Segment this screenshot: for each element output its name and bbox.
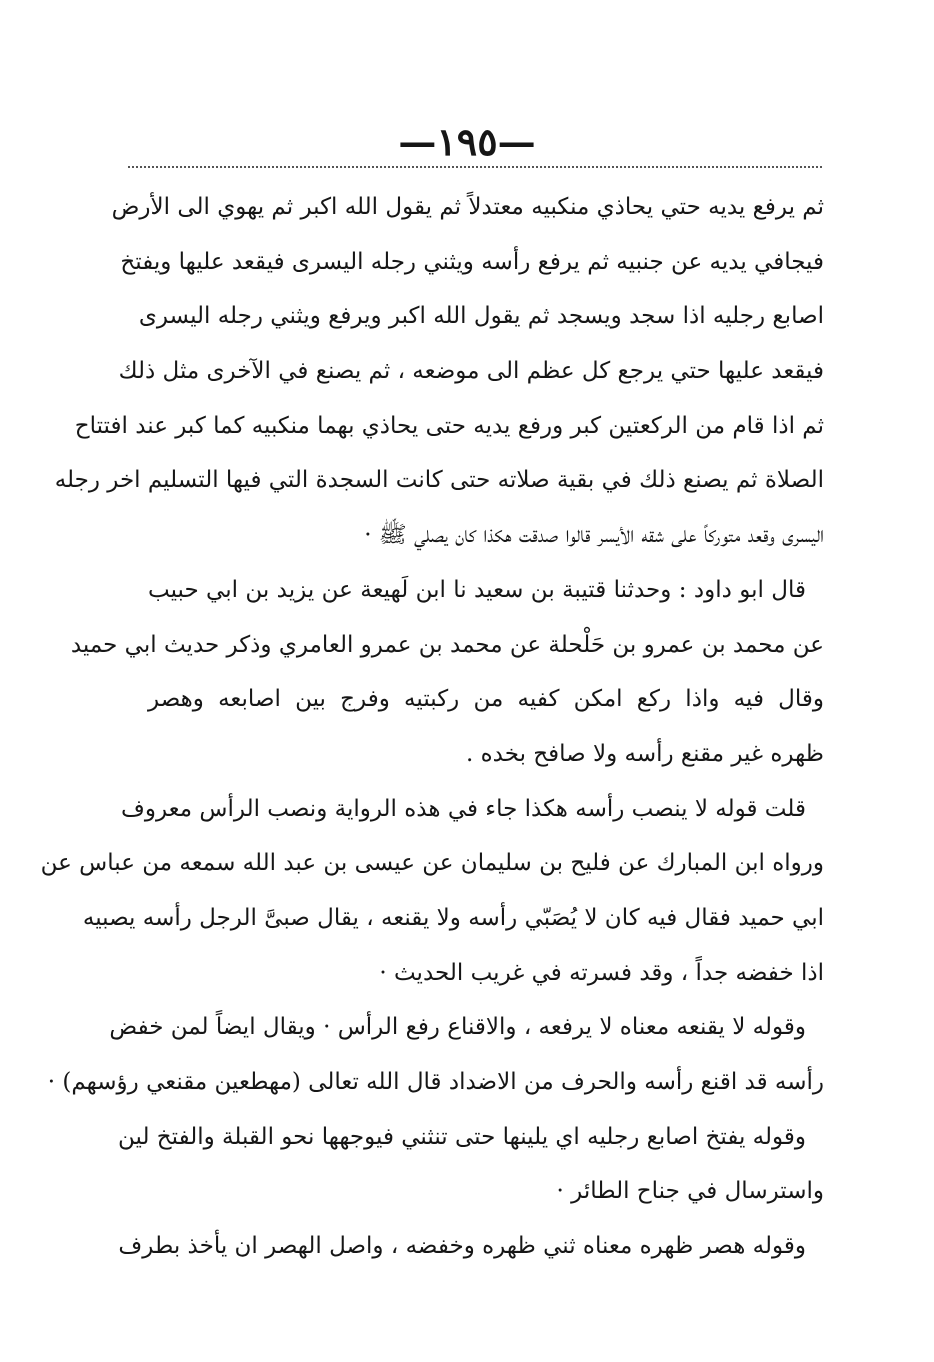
header-divider [128, 166, 822, 168]
text-line: ثم يرفع يديه حتي يحاذي منكبيه معتدلاً ثم يقول الله اكبر ثم يهوي الى الأرض [111, 194, 824, 220]
page-number: —١٩٥— [398, 119, 536, 164]
text-line: وقوله يفتخ اصابع رجليه اي يلينها حتى تنثني فيوجهها نحو القبلة والفتخ لين [118, 1123, 806, 1150]
text-line: عن محمد بن عمرو بن حَلْحلة عن محمد بن عمرو العامري وذكر حديث ابي حميد [70, 631, 824, 658]
text-line: اصابع رجليه اذا سجد ويسجد ثم يقول الله اكبر ويرفع ويثني رجله اليسرى [138, 303, 824, 330]
text-line: وقوله لا يقنعه معناه لا يرفعه ، والاقناع رفع الرأس · ويقال ايضاً لمن خفض [109, 1014, 806, 1041]
text-line: واسترسال في جناح الطائر · [556, 1178, 824, 1205]
text-line: ابي حميد فقال فيه كان لا يُصَبّي رأسه ولا يقنعه ، يقال صبىَّ الرجل رأسه يصبيه [82, 904, 824, 931]
body-text [40, 180, 824, 1274]
text-line: فيقعد عليها حتي يرجع كل عظم الى موضعه ، ثم يصنع في الآخرى مثل ذلك [118, 358, 824, 385]
text-line: فيجافي يديه عن جنبيه ثم يرفع رأسه ويثني رجله اليسرى فيقعد عليها ويفتخ [120, 248, 824, 275]
text-line: قلت قوله لا ينصب رأسه هكذا جاء في هذه الرواية ونصب الرأس معروف [121, 795, 806, 822]
text-line: ورواه ابن المبارك عن فليح بن سليمان عن عيسى بن عبد الله سمعه من عباس عن [40, 850, 824, 877]
text-line: رأسه قد اقنع رأسه والحرف من الاضداد قال الله تعالى (مهطعين مقنعي رؤسهم) · [47, 1069, 824, 1095]
text-line: الصلاة ثم يصنع ذلك في بقية صلاته حتى كانت السجدة التي فيها التسليم اخر رجله [54, 467, 824, 494]
text-line: قال ابو داود : وحدثنا قتيبة بن سعيد نا ابن لَهيعة عن يزيد بن ابي حبيب [148, 576, 806, 603]
text-line: اذا خفضه جداً ، وقد فسرته في غريب الحديث · [379, 959, 824, 986]
text-line: ثم اذا قام من الركعتين كبر ورفع يديه حتى يحاذي بهما منكبيه كما كبر عند افتتاح [74, 412, 824, 439]
text-line: وقال فيه واذا ركع امكن كفيه من ركبتيه وفرج بين اصابعه وهصر [148, 686, 824, 713]
text-line: ظهره غير مقنع رأسه ولا صافح بخده . [465, 740, 824, 767]
text-line: اليسرى وقعد متوركاً على شقه الأيسر قالوا صدقت هكذا كان يصلي ﷺ · [364, 522, 824, 549]
text-line: وقوله هصر ظهره معناه ثني ظهره وخفضه ، واصل الهصر ان يأخذ بطرف [118, 1233, 806, 1260]
